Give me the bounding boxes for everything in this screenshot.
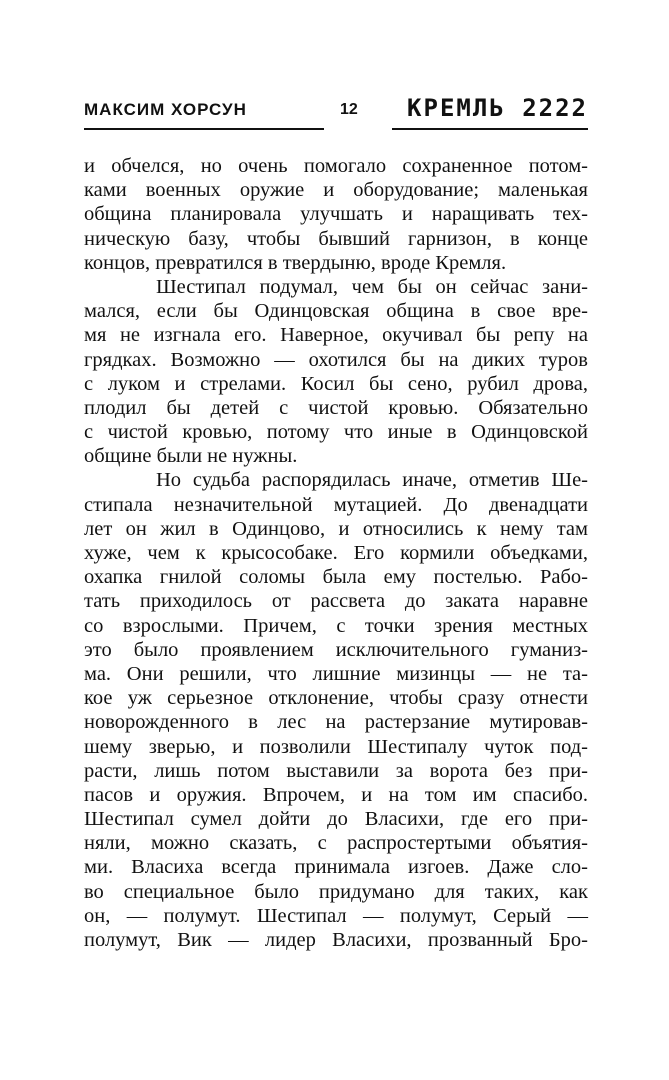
text-line: общине были не нужны. xyxy=(84,445,298,468)
text-line: со взрослыми. Причем, с точки зрения местных xyxy=(84,614,588,637)
text-line: лет он жил в Одинцово, и относились к нему там xyxy=(84,517,588,540)
text-line: няли, можно сказать, с распростертыми объятия- xyxy=(84,832,588,855)
text-line: пасов и оружия. Впрочем, и на том им спасибо. xyxy=(84,783,588,806)
text-line: новорожденного в лес на растерзание мутировав- xyxy=(84,711,588,734)
header-rule-left xyxy=(84,128,324,130)
text-line: во специальное было придумано для таких, как xyxy=(84,880,588,903)
text-line: это было проявлением исключительного гуманиз- xyxy=(84,638,588,661)
text-line: полумут, Вик — лидер Власихи, прозванный Бро- xyxy=(84,929,588,951)
text-line: Шестипал подумал, чем бы он сейчас зани- xyxy=(156,275,588,298)
text-line: с луком и стрелами. Косил бы сено, рубил дрова, xyxy=(84,372,588,395)
text-line: плодил бы детей с чистой кровью. Обязательно xyxy=(84,396,588,419)
text-line: мался, если бы Одинцовская община в свое вре- xyxy=(84,300,588,323)
text-line: грядках. Возможно — охотился бы на диких туров xyxy=(84,348,588,371)
page-number: 12 xyxy=(340,101,358,118)
series-title: КРЕМЛЬ 2222 xyxy=(407,94,588,122)
text-line: он, — полумут. Шестипал — полумут, Серый — xyxy=(84,904,588,927)
text-line: ническую базу, чтобы бывший гарнизон, в конце xyxy=(84,227,588,250)
text-line: мя не изгнала его. Наверное, окучивал бы репу на xyxy=(84,324,588,347)
text-line: Но судьба распорядилась иначе, отметив Ше- xyxy=(156,469,588,492)
header-rule-right xyxy=(392,128,588,130)
text-line: с чистой кровью, потому что иные в Одинцовской xyxy=(84,421,588,444)
text-line: концов, превратился в твердыню, вроде Кремля. xyxy=(84,251,507,274)
text-line: стипала незначительной мутацией. До двенадцати xyxy=(84,493,588,516)
text-line: община планировала улучшать и наращивать тех- xyxy=(84,203,588,226)
text-line: тать приходилось от рассвета до заката наравне xyxy=(84,590,588,613)
paragraph xyxy=(84,154,588,275)
text-line: кое уж серьезное отклонение, чтобы сразу отнести xyxy=(84,687,588,710)
paragraph xyxy=(84,468,588,952)
body-text xyxy=(84,154,588,952)
text-line: ми. Власиха всегда принимала изгоев. Даже сло- xyxy=(84,856,588,879)
text-line: Шестипал сумел дойти до Власихи, где его при- xyxy=(84,808,588,831)
running-header xyxy=(84,96,588,136)
text-line: хуже, чем к крысособаке. Его кормили объедками, xyxy=(84,542,588,564)
text-line: ками военных оружие и оборудование; маленькая xyxy=(84,179,588,202)
text-line: и обчелся, но очень помогало сохраненное потом- xyxy=(84,155,588,177)
author-name: МАКСИМ ХОРСУН xyxy=(84,100,247,119)
text-line: охапка гнилой соломы была ему постелью. Рабо- xyxy=(84,566,588,589)
text-line: шему зверью, и позволили Шестипалу чуток под- xyxy=(84,735,588,758)
text-line: расти, лишь потом выставили за ворота без при- xyxy=(84,759,588,782)
text-line: ма. Они решили, что лишние мизинцы — не та- xyxy=(84,662,588,685)
paragraph xyxy=(84,275,588,469)
